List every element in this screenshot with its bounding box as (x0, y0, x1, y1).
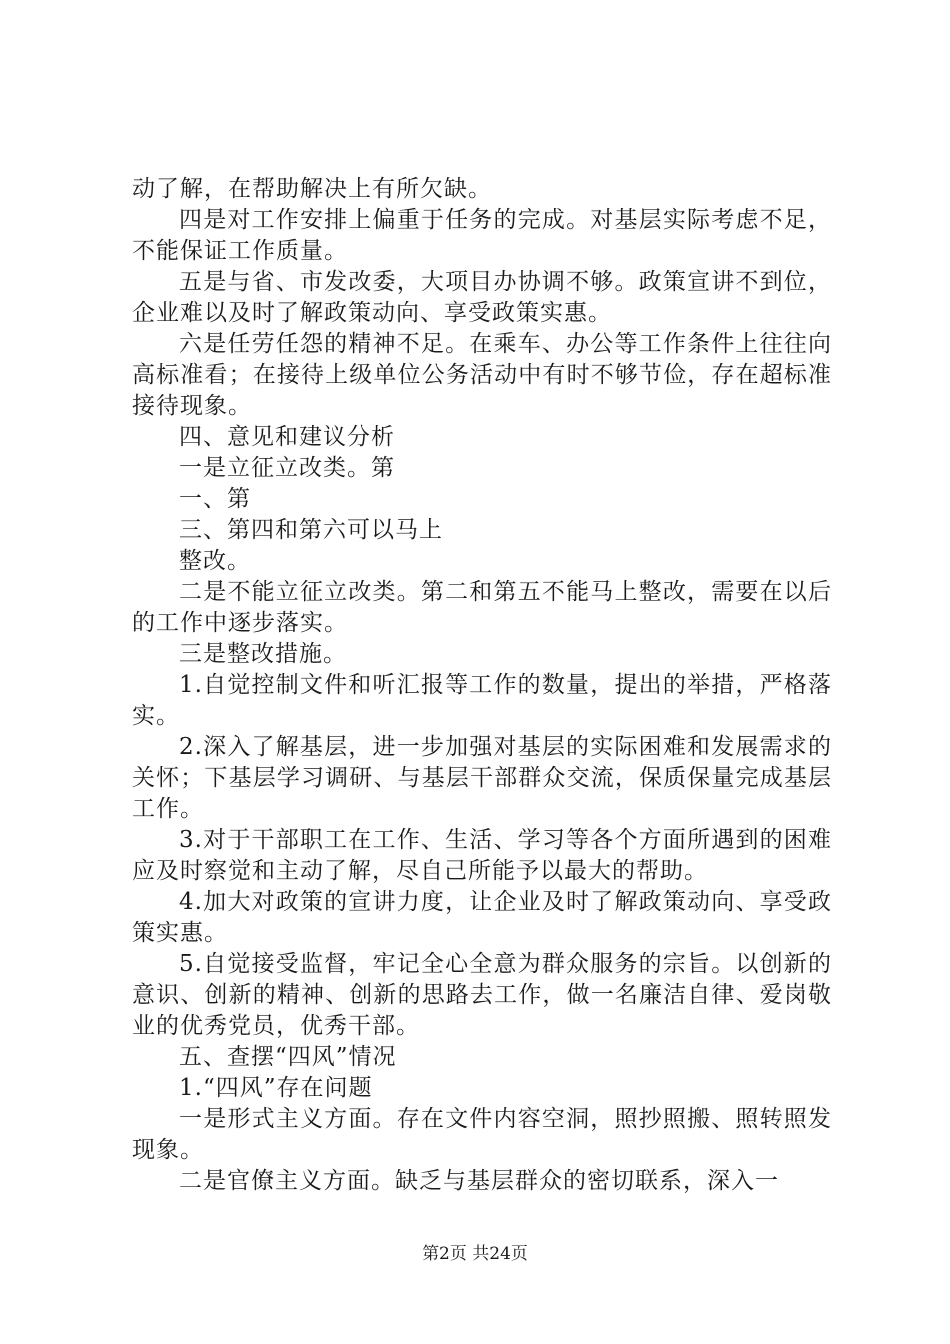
paragraph: 1.“四风”存在问题 (179, 1075, 373, 1101)
paragraph: 4.加大对政策的宣讲力度，让企业及时了解政策动向、享受政策实惠。 (132, 889, 832, 946)
paragraph: 整改。 (179, 548, 251, 574)
paragraph: 四、意见和建议分析 (179, 424, 395, 450)
paragraph: 五、查摆“四风”情况 (179, 1044, 397, 1070)
page-footer: 第2页 共24页 (422, 1244, 528, 1264)
paragraph: 二是官僚主义方面。缺乏与基层群众的密切联系，深入一 (179, 1168, 779, 1194)
paragraph: 四是对工作安排上偏重于任务的完成。对基层实际考虑不足，不能保证工作质量。 (132, 207, 832, 264)
paragraph: 二是不能立征立改类。第二和第五不能马上整改，需要在以后的工作中逐步落实。 (132, 579, 832, 636)
document-body (132, 174, 832, 1197)
paragraph: 1.自觉控制文件和听汇报等工作的数量，提出的举措，严格落实。 (132, 672, 832, 729)
paragraph: 2.深入了解基层，进一步加强对基层的实际困难和发展需求的关怀；下基层学习调研、与基层干部群众交流，保质保量完成基层工作。 (132, 734, 832, 822)
paragraph: 三、第四和第六可以马上 (179, 517, 443, 543)
paragraph: 一是立征立改类。第 (179, 455, 395, 481)
paragraph: 5.自觉接受监督，牢记全心全意为群众服务的宗旨。以创新的意识、创新的精神、创新的思路去工作，做一名廉洁自律、爱岗敬业的优秀党员，优秀干部。 (132, 951, 832, 1039)
paragraph: 五是与省、市发改委，大项目办协调不够。政策宣讲不到位，企业难以及时了解政策动向、享受政策实惠。 (132, 269, 832, 326)
paragraph: 三是整改措施。 (179, 641, 347, 667)
paragraph: 一、第 (179, 486, 251, 512)
paragraph: 3.对于干部职工在工作、生活、学习等各个方面所遇到的困难应及时察觉和主动了解，尽自己所能予以最大的帮助。 (132, 827, 832, 884)
paragraph: 六是任劳任怨的精神不足。在乘车、办公等工作条件上往往向高标准看；在接待上级单位公务活动中有时不够节俭，存在超标准接待现象。 (132, 331, 832, 419)
paragraph: 一是形式主义方面。存在文件内容空洞，照抄照搬、照转照发现象。 (132, 1106, 832, 1163)
paragraph: 动了解，在帮助解决上有所欠缺。 (132, 176, 492, 202)
